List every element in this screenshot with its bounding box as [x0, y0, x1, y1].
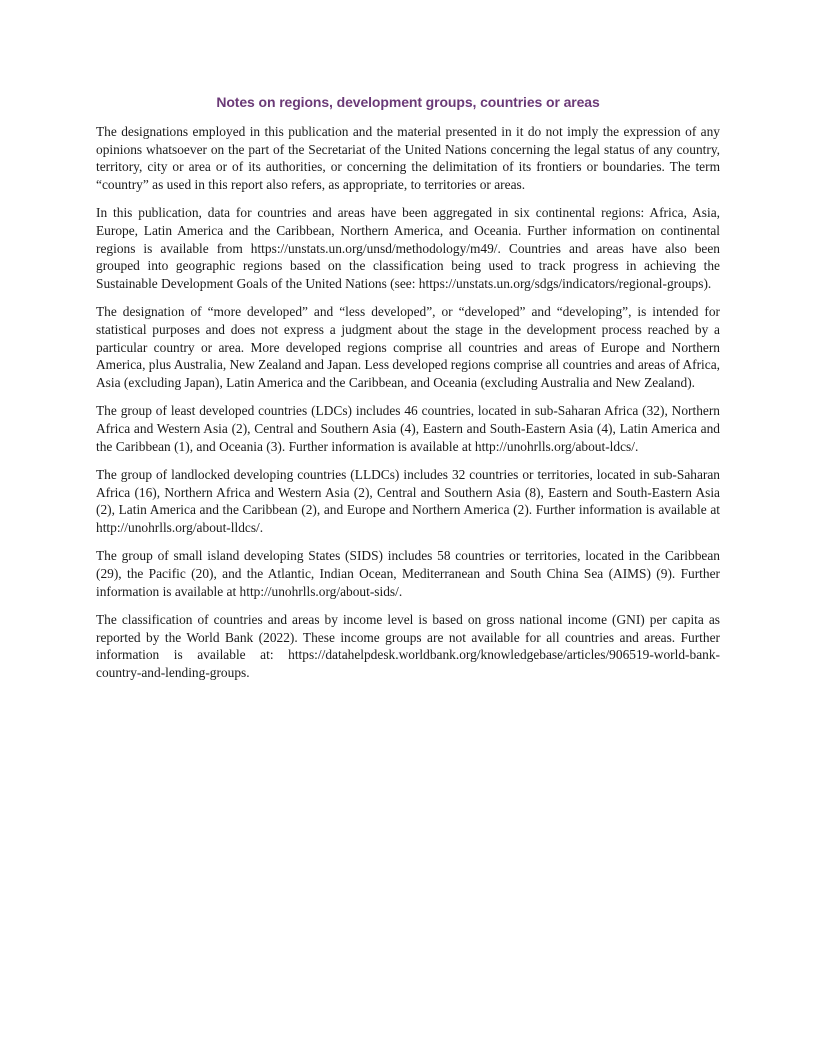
- paragraph-small-island-developing-states: The group of small island developing States (SIDS) includes 58 countries or territories, located in the Caribbean (29), the Pacific (20), and the Atlantic, Indian Ocean, Mediterranean and South China Sea (AIMS) (9). Further information is available at http://unohrlls.org/about-sids/.: [96, 548, 720, 599]
- paragraph-landlocked-developing-countries: The group of landlocked developing countries (LLDCs) includes 32 countries or territories, located in sub-Saharan Africa (16), Northern Africa and Western Asia (2), Central and Southern Asia (8), Eastern and South-Eastern Asia (2), Latin America and the Caribbean (2), and Europe and Northern America (2). Further information is available at http://unohrlls.org/about-lldcs/.: [96, 467, 720, 535]
- page-title: Notes on regions, development groups, countries or areas: [216, 94, 600, 110]
- document-page: [96, 93, 720, 693]
- paragraph-income-classification: The classification of countries and areas by income level is based on gross national income (GNI) per capita as reported by the World Bank (2022). These income groups are not available for all countries and areas. Further information is available at: https://datahelpdesk.worldbank.org/knowledgebase/articles/906519-world-bank-country-and-lending-groups.: [96, 612, 720, 681]
- paragraph-designations-disclaimer: The designations employed in this publication and the material presented in it do not imply the expression of any opinions whatsoever on the part of the Secretariat of the United Nations concerning the legal status of any country, territory, city or area or of its authorities, or concerning the delimitation of its frontiers or boundaries. The term “country” as used in this report also refers, as appropriate, to territories or areas.: [96, 124, 720, 192]
- paragraph-least-developed-countries: The group of least developed countries (LDCs) includes 46 countries, located in sub-Saharan Africa (32), Northern Africa and Western Asia (2), Central and Southern Asia (4), Eastern and South-Eastern Asia (4), Latin America and the Caribbean (1), and Oceania (3). Further information is available at http://unohrlls.org/about-ldcs/.: [96, 403, 720, 454]
- paragraph-development-designation: The designation of “more developed” and “less developed”, or “developed” and “developing”, is intended for statistical purposes and does not express a judgment about the stage in the development process reached by a particular country or area. More developed regions comprise all countries and areas of Europe and Northern America, plus Australia, New Zealand and Japan. Less developed regions comprise all countries and areas of Africa, Asia (excluding Japan), Latin America and the Caribbean, and Oceania (excluding Australia and New Zealand).: [96, 304, 720, 390]
- paragraph-continental-regions: In this publication, data for countries and areas have been aggregated in six continental regions: Africa, Asia, Europe, Latin America and the Caribbean, Northern America, and Oceania. Further information on continental regions is available from https://unstats.un.org/unsd/methodology/m49/. Countries and areas have also been grouped into geographic regions based on the classification being used to track progress in achieving the Sustainable Development Goals of the United Nations (see: https://unstats.un.org/sdgs/indicators/regional-groups).: [96, 205, 720, 291]
